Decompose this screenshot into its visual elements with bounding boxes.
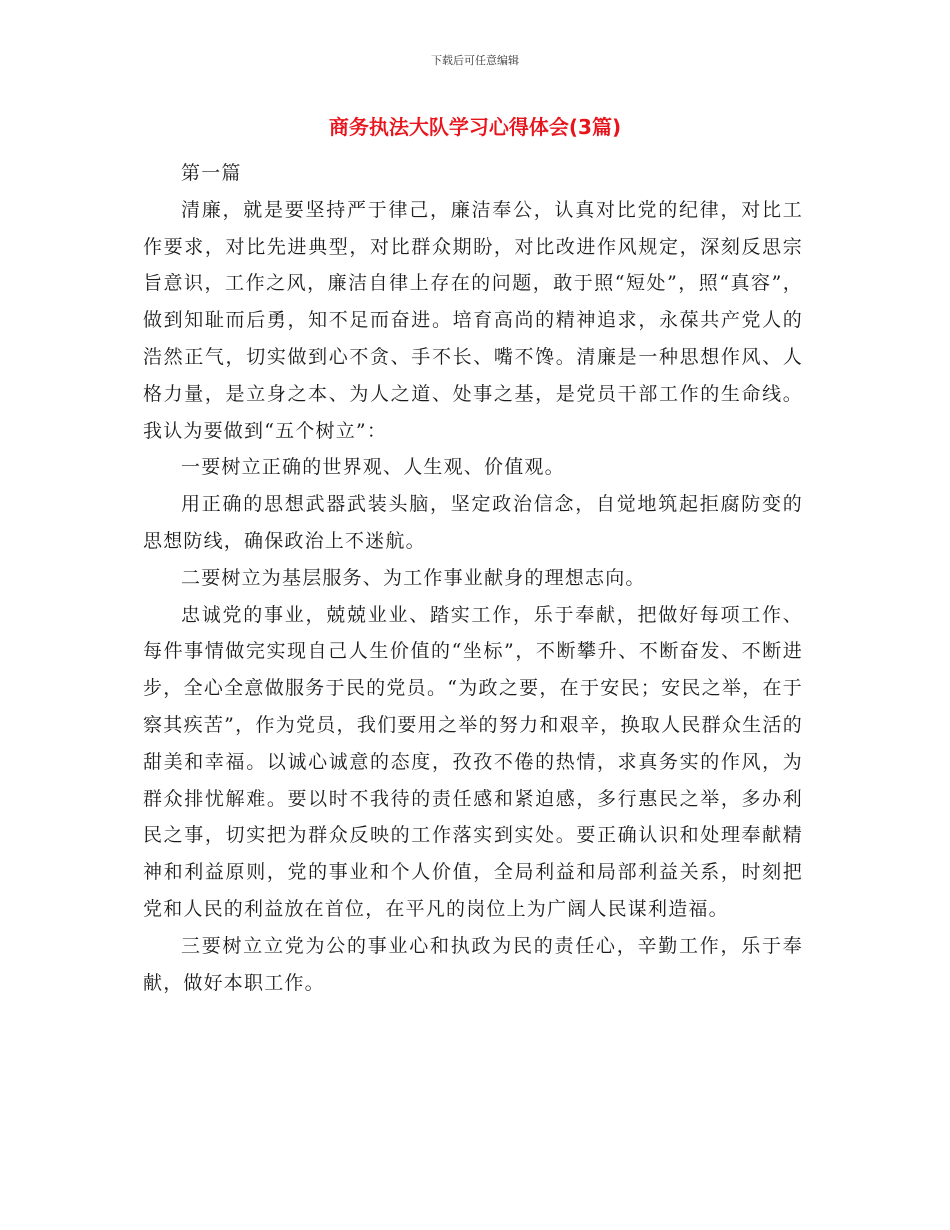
page-title: 商务执法大队学习心得体会(3篇) <box>328 115 622 139</box>
section-heading: 第一篇 <box>181 162 242 184</box>
paragraph: 三要树立立党为公的事业心和执政为民的责任心，辛勤工作，乐于奉献，做好本职工作。 <box>143 934 803 994</box>
paragraph: 清廉，就是要坚持严于律己，廉洁奉公，认真对比党的纪律，对比工作要求，对比先进典型，对比群众期盼，对比改进作风规定，深刻反思宗旨意识，工作之风，廉洁自律上存在的问题，敢于照“短处”，照“真容”，做到知耻而后勇，知不足而奋进。培育高尚的精神追求，永葆共产党人的浩然正气，切实做到心不贪、手不长、嘴不馋。清廉是一种思想作风、人格力量，是立身之本、为人之道、处事之基，是党员干部工作的生命线。我认为要做到“五个树立”： <box>143 198 803 442</box>
document-body <box>143 155 803 1001</box>
paragraph: 用正确的思想武器武装头脑，坚定政治信念，自觉地筑起拒腐防变的思想防线，确保政治上不迷航。 <box>143 493 803 552</box>
header-note: 下载后可任意编辑 <box>431 54 519 67</box>
paragraph: 一要树立正确的世界观、人生观、价值观。 <box>181 456 565 479</box>
paragraph: 忠诚党的事业，兢兢业业、踏实工作，乐于奉献，把做好每项工作、每件事情做完实现自己人生价值的“坐标”，不断攀升、不断奋发、不断进步，全心全意做服务于民的党员。“为政之要，在于安民；安民之举，在于察其疾苦”，作为党员，我们要用之举的努力和艰辛，换取人民群众生活的甜美和幸福。以诚心诚意的态度，孜孜不倦的热情，求真务实的作风，为群众排忧解难。要以时不我待的责任感和紧迫感，多行惠民之举，多办利民之事，切实把为群众反映的工作落实到实处。要正确认识和处理奉献精神和利益原则，党的事业和个人价值，全局利益和局部利益关系，时刻把党和人民的利益放在首位，在平凡的岗位上为广阔人民谋利造福。 <box>143 603 803 920</box>
paragraph: 二要树立为基层服务、为工作事业献身的理想志向。 <box>181 566 646 589</box>
